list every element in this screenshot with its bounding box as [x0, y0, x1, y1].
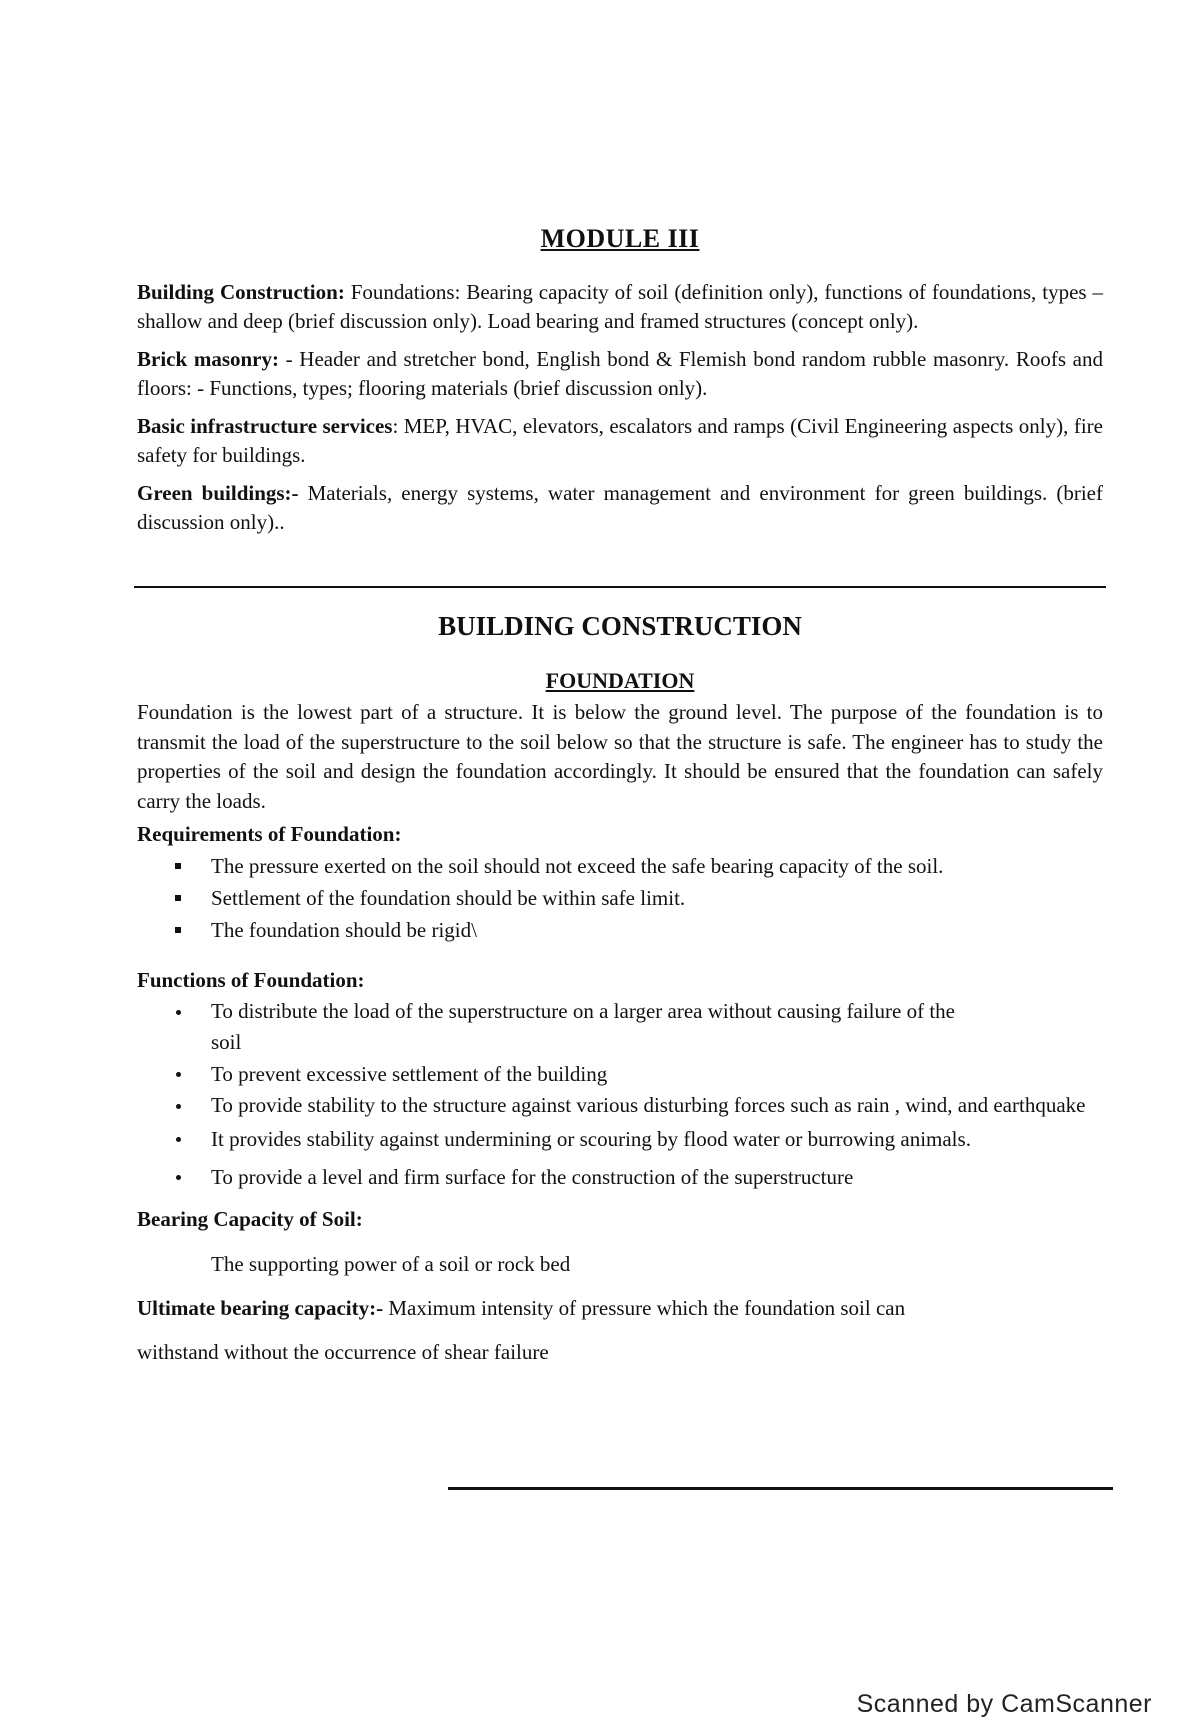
foundation-intro: Foundation is the lowest part of a structure. It is below the ground level. The purpose of the foundation is to transmit the load of the superstructure to the soil below so that the structure is safe. The engineer has to study the properties of the soil and design the foundation accordingly. It should be ensured that the foundation can safely carry the loads.: [137, 700, 1103, 813]
syllabus-label: Green buildings:-: [137, 481, 299, 505]
syllabus-text: Foundations: Bearing capacity of soil (definition only), functions of foundations, types – shallow and deep (brief discussion only). Load bearing and framed structures (concept only).: [137, 280, 1103, 333]
bottom-divider: [448, 1487, 1113, 1490]
list-item: The pressure exerted on the soil should not exceed the safe bearing capacity of the soil.: [137, 850, 1103, 882]
requirements-list: [137, 850, 1103, 946]
list-item: To distribute the load of the superstructure on a larger area without causing failure of the soil: [137, 996, 1103, 1058]
list-item: To provide a level and firm surface for the construction of the superstructure: [137, 1161, 1103, 1193]
syllabus-paragraph-infrastructure: [137, 412, 1103, 469]
ultimate-text: Maximum intensity of pressure which the foundation soil can: [383, 1296, 906, 1320]
syllabus-label: Brick masonry:: [137, 347, 279, 371]
scanner-watermark: Scanned by CamScanner: [856, 1690, 1152, 1718]
bearing-capacity-heading: Bearing Capacity of Soil:: [137, 1207, 363, 1231]
subsection-title: FOUNDATION: [545, 668, 695, 693]
functions-list: [137, 996, 1103, 1193]
syllabus-label: Basic infrastructure services: [137, 414, 393, 438]
syllabus-paragraph-green-buildings: [137, 479, 1103, 536]
ultimate-label: Ultimate bearing capacity:-: [137, 1296, 384, 1320]
section-title: BUILDING CONSTRUCTION: [438, 611, 802, 641]
requirements-heading: Requirements of Foundation:: [137, 822, 402, 846]
foundation-content: [137, 698, 1103, 1367]
list-item: To provide stability to the structure against various disturbing forces such as rain , wind, and earthquake: [137, 1090, 1103, 1121]
ultimate-bearing-capacity: [137, 1293, 1103, 1323]
list-item: It provides stability against undermining or scouring by flood water or burrowing animals.: [137, 1123, 1103, 1155]
syllabus-block: [137, 278, 1103, 536]
module-title: MODULE III: [540, 224, 700, 253]
bearing-capacity-definition: The supporting power of a soil or rock bed: [211, 1252, 571, 1276]
section-divider: [134, 586, 1106, 588]
syllabus-paragraph-building-construction: [137, 278, 1103, 335]
syllabus-text: - Header and stretcher bond, English bond & Flemish bond random rubble masonry. Roofs and floors: - Functions, types; flooring materials (brief discussion only).: [137, 347, 1103, 400]
syllabus-text: Materials, energy systems, water management and environment for green buildings. (brief discussion only)..: [137, 481, 1103, 534]
syllabus-label: Building Construction:: [137, 280, 345, 304]
syllabus-text: : MEP, HVAC, elevators, escalators and ramps (Civil Engineering aspects only), fire safety for buildings.: [137, 414, 1103, 467]
list-item: The foundation should be rigid\: [137, 914, 1103, 946]
syllabus-paragraph-brick-masonry: [137, 345, 1103, 402]
list-item: Settlement of the foundation should be within safe limit.: [137, 882, 1103, 914]
functions-heading: Functions of Foundation:: [137, 968, 365, 992]
list-item: To prevent excessive settlement of the building: [137, 1058, 1103, 1090]
ultimate-continuation: withstand without the occurrence of shear failure: [137, 1340, 549, 1364]
